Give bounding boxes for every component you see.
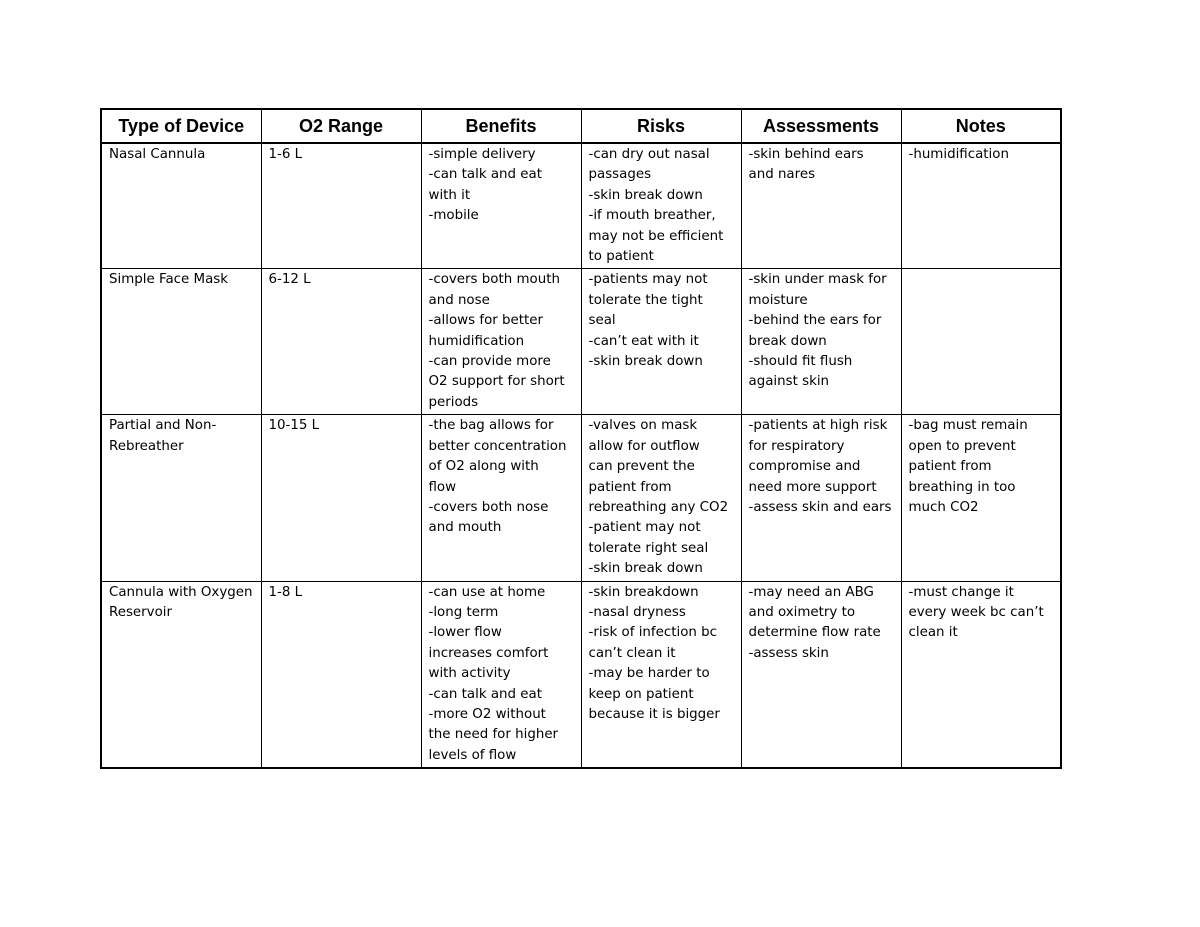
cell-line: increases comfort [428,645,549,661]
header-risks: Risks [581,109,741,143]
cell-line: -skin break down [588,354,703,370]
table-row [101,143,1061,269]
cell-line: -should fit flush [748,354,853,370]
header-assessments: Assessments [741,109,901,143]
cell-line: and mouth [428,520,502,536]
benefits-cell [421,143,581,269]
cell-line: Nasal Cannula [109,147,206,162]
cell-line: -may be harder to [588,666,710,682]
cell-line: for respiratory [748,438,845,454]
table-row [101,269,1061,415]
cell-line: -more O2 without [428,706,546,722]
cell-line: humidification [428,333,525,349]
cell-line: -patients may not [588,272,708,288]
assessments-cell [741,581,901,768]
cell-line: -assess skin and ears [748,499,892,515]
cell-line: -can’t eat with it [588,333,699,349]
cell-line: Rebreather [109,438,184,454]
cell-line: determine flow rate [748,625,881,641]
cell-line: seal [588,313,616,329]
cell-line: -can use at home [428,584,546,600]
cell-line: levels of flow [428,747,517,763]
header-notes: Notes [901,109,1061,143]
cell-line: can’t clean it [588,645,676,661]
cell-line: -covers both mouth [428,272,560,288]
cell-line: -long term [428,604,499,620]
cell-line: better concentration [428,438,567,454]
cell-line: -nasal dryness [588,604,686,620]
cell-line: -valves on mask [588,418,698,434]
cell-line: -must change it [908,584,1014,600]
cell-line: -simple delivery [428,147,536,162]
cell-line: can prevent the [588,459,695,475]
cell-line: need more support [748,479,877,495]
risks-cell [581,581,741,768]
notes-cell [901,581,1061,768]
cell-line: -allows for better [428,313,544,329]
notes-cell [901,415,1061,581]
cell-line: against skin [748,374,830,390]
cell-line: -behind the ears for [748,313,882,329]
device-cell [101,415,261,581]
cell-line: and oximetry to [748,604,856,620]
cell-line: -may need an ABG [748,584,874,600]
header-benefits: Benefits [421,109,581,143]
header-row [101,109,1061,143]
assessments-cell [741,415,901,581]
benefits-cell [421,415,581,581]
cell-line: Simple Face Mask [109,272,229,288]
cell-line: to patient [588,249,654,265]
notes-cell [901,269,1061,415]
cell-line: -assess skin [748,645,829,661]
cell-line: -humidification [908,147,1009,162]
cell-line: O2 support for short [428,374,565,390]
cell-line: -the bag allows for [428,418,554,434]
cell-line: 6-12 L [268,272,311,288]
oxygen-devices-table-container [100,108,1060,769]
cell-line: compromise and [748,459,861,475]
cell-line: periods [428,394,479,410]
range-cell [261,143,421,269]
cell-line: patient from [908,459,992,475]
cell-line: with activity [428,666,511,682]
cell-line: patient from [588,479,672,495]
cell-line: flow [428,479,457,495]
cell-line: -covers both nose [428,499,549,515]
cell-line: breathing in too [908,479,1016,495]
cell-line: -if mouth breather, [588,208,716,224]
cell-line: -skin under mask for [748,272,887,288]
risks-cell [581,415,741,581]
cell-line: -skin break down [588,187,703,203]
cell-line: -skin break down [588,561,703,577]
oxygen-devices-table [100,108,1062,769]
cell-line: -mobile [428,208,479,224]
device-cell [101,269,261,415]
header-o2-range: O2 Range [261,109,421,143]
range-cell [261,415,421,581]
cell-line: clean it [908,625,958,641]
cell-line: passages [588,167,652,183]
benefits-cell [421,269,581,415]
cell-line: -skin breakdown [588,584,699,600]
cell-line: the need for higher [428,727,559,743]
risks-cell [581,143,741,269]
cell-line: -patient may not [588,520,701,536]
header-type-of-device: Type of Device [101,109,261,143]
benefits-cell [421,581,581,768]
cell-line: and nares [748,167,816,183]
cell-line: keep on patient [588,686,694,702]
cell-line: -can provide more [428,354,551,370]
cell-line: break down [748,333,827,349]
cell-line: -bag must remain [908,418,1028,434]
cell-line: -can talk and eat [428,167,542,183]
cell-line: Cannula with Oxygen [109,584,253,600]
cell-line: 1-8 L [268,584,303,600]
device-cell [101,581,261,768]
table-row [101,581,1061,768]
range-cell [261,269,421,415]
cell-line: of O2 along with [428,459,539,475]
cell-line: rebreathing any CO2 [588,499,729,515]
cell-line: Partial and Non- [109,418,217,434]
cell-line: open to prevent [908,438,1016,454]
cell-line: -patients at high risk [748,418,888,434]
cell-line: tolerate right seal [588,540,709,556]
cell-line: with it [428,187,471,203]
cell-line: may not be efficient [588,228,724,244]
cell-line: because it is bigger [588,706,720,722]
cell-line: -risk of infection bc [588,625,717,641]
cell-line: -can talk and eat [428,686,542,702]
cell-line: tolerate the tight [588,292,703,308]
cell-line: -lower flow [428,625,502,641]
range-cell [261,581,421,768]
table-row [101,415,1061,581]
cell-line: much CO2 [908,499,979,515]
cell-line: moisture [748,292,808,308]
cell-line: every week bc can’t [908,604,1044,620]
cell-line: allow for outflow [588,438,700,454]
cell-line: and nose [428,292,490,308]
cell-line: 1-6 L [268,147,303,162]
notes-cell [901,143,1061,269]
cell-line: -skin behind ears [748,147,864,162]
cell-line: Reservoir [109,604,173,620]
assessments-cell [741,269,901,415]
cell-line: 10-15 L [268,418,320,434]
device-cell [101,143,261,269]
cell-line: -can dry out nasal [588,147,710,162]
risks-cell [581,269,741,415]
assessments-cell [741,143,901,269]
